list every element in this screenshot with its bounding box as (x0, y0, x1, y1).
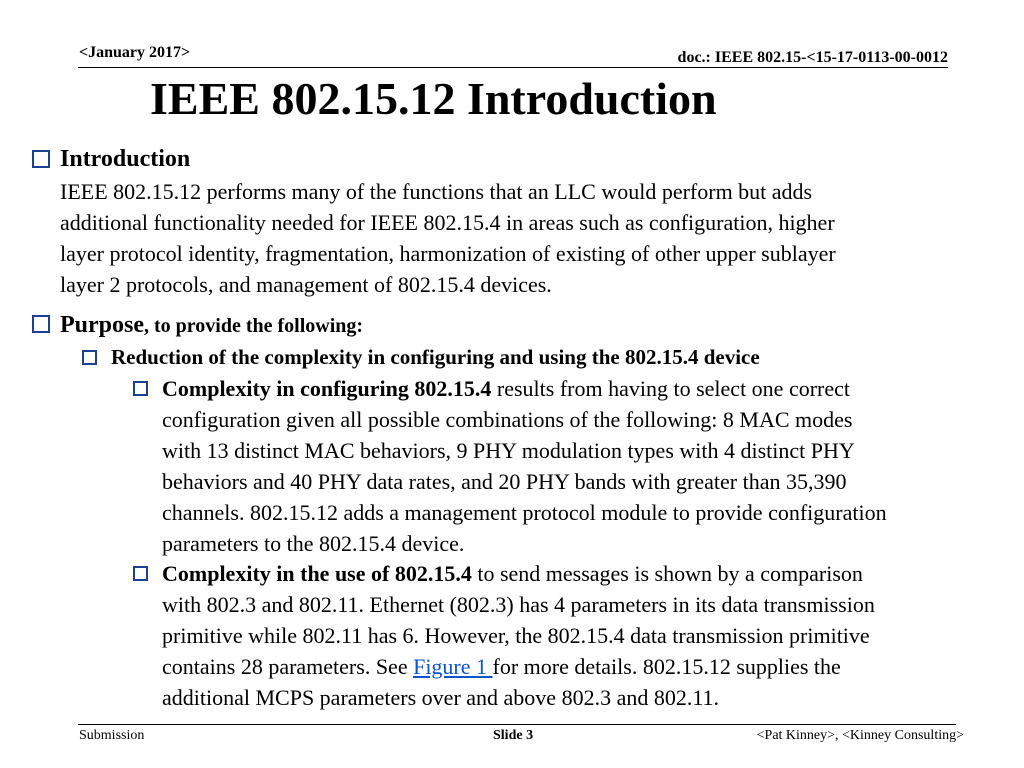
config-line: behaviors and 40 PHY data rates, and 20 PHY bands with greater than 35,390 (162, 469, 847, 494)
use-lead-rest: to send messages is shown by a comparison (471, 561, 863, 586)
use-line: with 802.3 and 802.11. Ethernet (802.3) has 4 parameters in its data transmission (162, 592, 875, 617)
footer-submission: Submission (79, 728, 145, 743)
config-line: configuration given all possible combinations of the following: 8 MAC modes (162, 407, 853, 432)
header-divider (78, 67, 948, 68)
footer-author: <Pat Kinney>, <Kinney Consulting> (756, 728, 964, 743)
figure-1-link[interactable]: Figure 1 (413, 654, 493, 679)
use-first-line (162, 558, 863, 589)
square-bullet-icon (32, 150, 50, 168)
use-link-pre: contains 28 parameters. See (162, 654, 414, 679)
header-doc-id: doc.: IEEE 802.15-<15-17-0113-00-0012 (677, 49, 948, 66)
use-link-line (162, 651, 841, 682)
square-bullet-icon (133, 566, 148, 581)
config-first-line (162, 373, 850, 404)
square-bullet-icon (82, 350, 97, 365)
purpose-subheading: Reduction of the complexity in configuring and using the 802.15.4 device (111, 345, 760, 369)
introduction-line: layer protocol identity, fragmentation, harmonization of existing of other upper sublayer (60, 241, 836, 266)
purpose-heading-rest: , to provide the following: (144, 315, 364, 337)
footer-divider (78, 724, 956, 725)
config-bold-lead: Complexity in configuring 802.15.4 (162, 376, 492, 401)
square-bullet-icon (32, 315, 50, 333)
square-bullet-icon (133, 381, 148, 396)
config-line: channels. 802.15.12 adds a management protocol module to provide configuration (162, 500, 887, 525)
purpose-heading-line (60, 309, 363, 342)
config-line: with 13 distinct MAC behaviors, 9 PHY modulation types with 4 distinct PHY (162, 438, 855, 463)
slide-title: IEEE 802.15.12 Introduction (150, 73, 717, 124)
use-line: additional MCPS parameters over and above 802.3 and 802.11. (162, 685, 720, 710)
purpose-heading: Purpose (60, 312, 144, 338)
introduction-heading: Introduction (60, 146, 191, 172)
introduction-line: additional functionality needed for IEEE 802.15.4 in areas such as configuration, higher (60, 210, 835, 235)
config-line: parameters to the 802.15.4 device. (162, 531, 465, 556)
use-bold-lead: Complexity in the use of 802.15.4 (162, 561, 472, 586)
config-lead-rest: results from having to select one correct (491, 376, 851, 401)
introduction-line: layer 2 protocols, and management of 802.15.4 devices. (60, 272, 552, 297)
header-date: <January 2017> (79, 44, 191, 61)
footer-slide-number: Slide 3 (493, 728, 534, 743)
introduction-line: IEEE 802.15.12 performs many of the functions that an LLC would perform but adds (60, 179, 813, 204)
use-link-post: for more details. 802.15.12 supplies the (492, 654, 841, 679)
use-line: primitive while 802.11 has 6. However, the 802.15.4 data transmission primitive (162, 623, 870, 648)
